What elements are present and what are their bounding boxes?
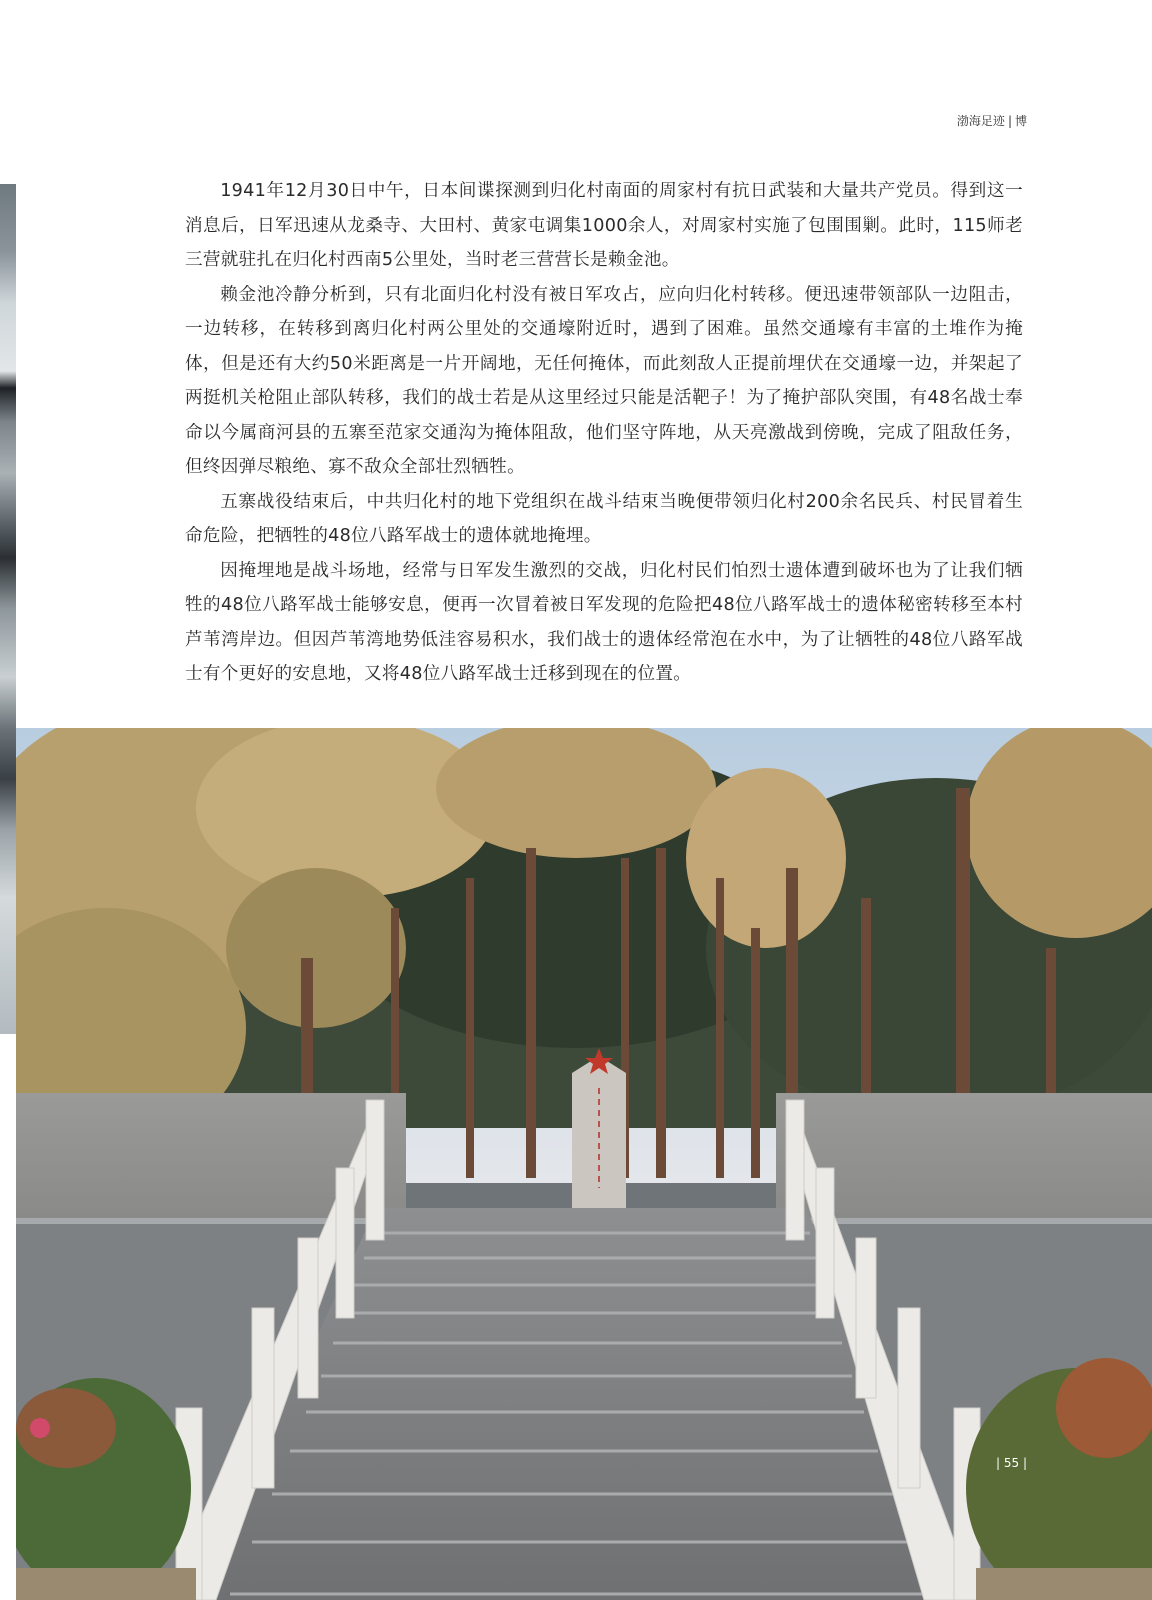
header-section: 渤海足迹 [956, 114, 1005, 128]
paragraph-4: 因掩埋地是战斗场地，经常与日军发生激烈的交战，归化村民们怕烈士遗体遭到破坏也为了让我们牺牲的48位八路军战士能够安息，便再一次冒着被日军发现的危险把48位八路军战士的遗体秘密转移至本村芦苇湾岸边。但因芦苇湾地势低洼容易积水，我们战士的遗体经常泡在水中，为了让牺牲的48位八路军战士有个更好的安息地，又将48位八路军战士迁移到现在的位置。 [185, 560, 1023, 684]
paragraph-3: 五寨战役结束后，中共归化村的地下党组织在战斗结束当晚便带领归化村200余名民兵、村民冒着生命危险，把牺牲的48位八路军战士的遗体就地掩埋。 [185, 491, 1023, 546]
adjacent-page-photo-edge [0, 184, 16, 1034]
memorial-photo [16, 728, 1152, 1600]
header-tag: 博 [1014, 114, 1027, 128]
article-body [185, 174, 1023, 692]
page-number: | 55 | [996, 1456, 1027, 1470]
running-header [957, 112, 1027, 129]
paragraph-2: 赖金池冷静分析到，只有北面归化村没有被日军攻占，应向归化村转移。便迅速带领部队一边阻击，一边转移，在转移到离归化村两公里处的交通壕附近时，遇到了困难。虽然交通壕有丰富的土堆作为掩体，但是还有大约50米距离是一片开阔地，无任何掩体，而此刻敌人正提前埋伏在交通壕一边，并架起了两挺机关枪阻止部队转移，我们的战士若是从这里经过只能是活靶子！为了掩护部队突围，有48名战士奉命以今属商河县的五寨至范家交通沟为掩体阻敌，他们坚守阵地，从天亮激战到傍晚，完成了阻敌任务，但终因弹尽粮绝、寡不敌众全部壮烈牺牲。 [185, 284, 1023, 477]
header-separator: | [1007, 114, 1012, 128]
paragraph-1: 1941年12月30日中午，日本间谍探测到归化村南面的周家村有抗日武装和大量共产党员。得到这一消息后，日军迅速从龙桑寺、大田村、黄家屯调集1000余人，对周家村实施了包围围剿。此时，115师老三营就驻扎在归化村西南5公里处，当时老三营营长是赖金池。 [185, 181, 1023, 270]
